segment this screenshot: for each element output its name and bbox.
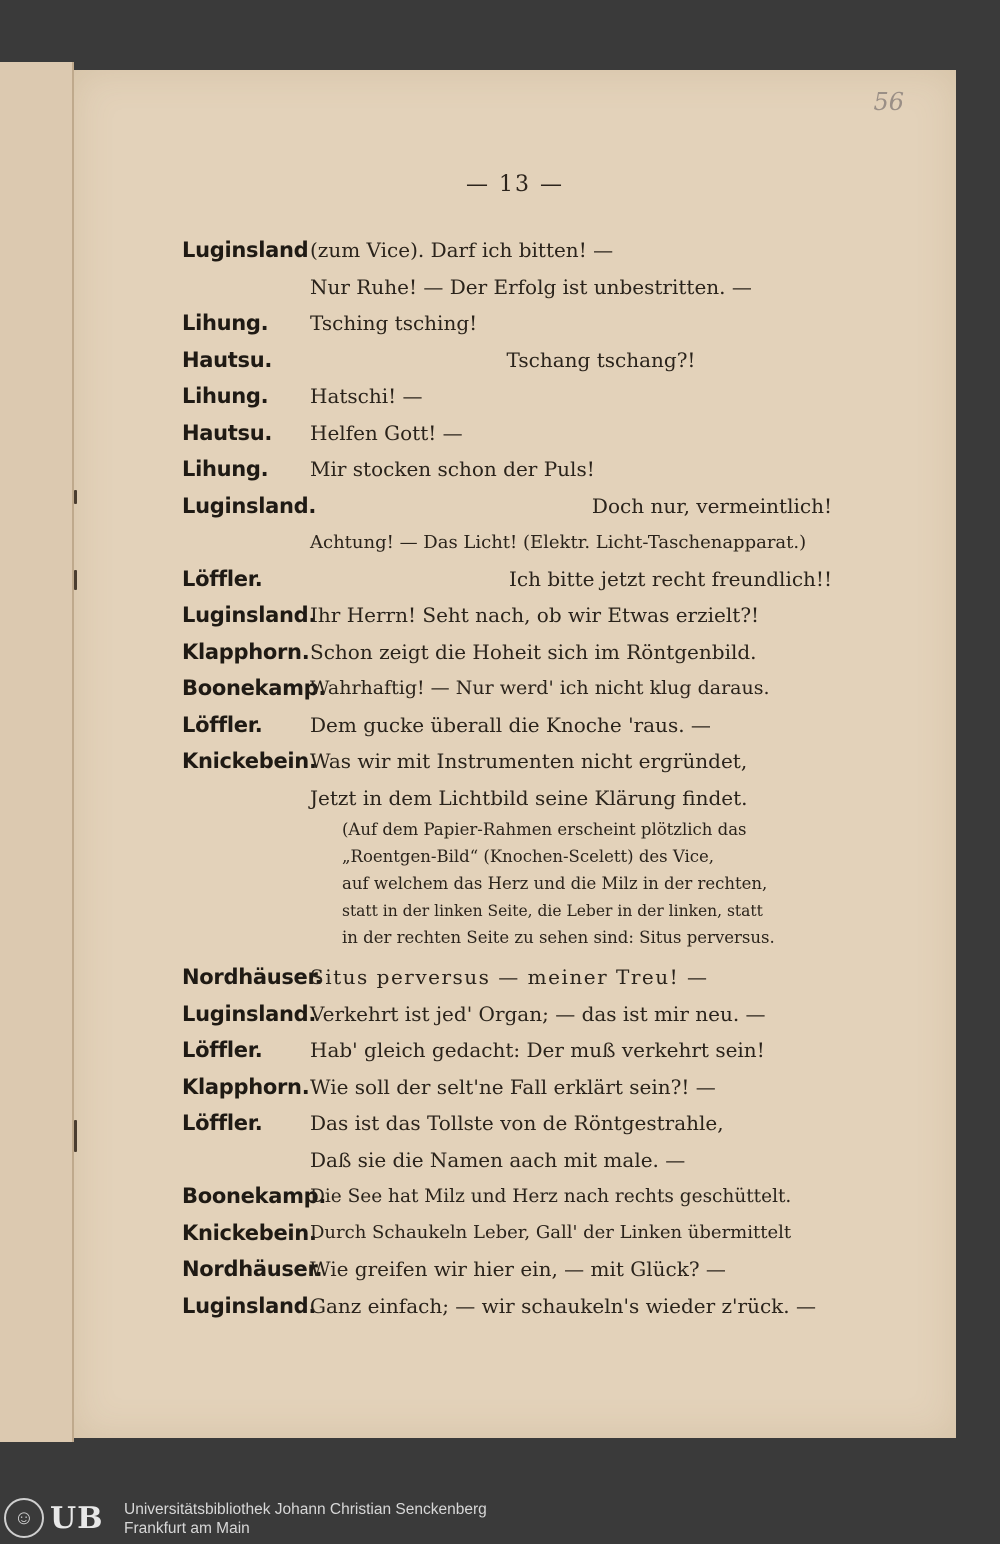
speaker-name: Klapphorn. xyxy=(182,1074,310,1099)
speaker-name: Löffler. xyxy=(182,566,263,591)
line-text: Helfen Gott! — xyxy=(310,420,463,445)
stage-direction xyxy=(182,816,832,951)
line-text: Ich bitte jetzt recht freundlich!! xyxy=(509,566,832,591)
dialogue-line xyxy=(182,670,832,707)
dialogue-line xyxy=(182,996,832,1033)
line-text: Jetzt in dem Lichtbild seine Klärung findet. xyxy=(310,785,748,810)
dialogue-line xyxy=(182,707,832,744)
line-text: Durch Schaukeln Leber, Gall' der Linken übermittelt xyxy=(310,1222,792,1244)
speaker-name: Löffler. xyxy=(182,1111,263,1136)
line-text: Hatschi! — xyxy=(310,384,423,409)
line-text: Tsching tsching! xyxy=(310,311,478,336)
dialogue xyxy=(182,232,832,1324)
dialogue-line xyxy=(182,1032,832,1069)
stage-line xyxy=(342,816,832,843)
dialogue-line xyxy=(182,342,832,379)
dialogue-line xyxy=(182,305,832,342)
speaker-name: Knickebein. xyxy=(182,1220,317,1245)
line-text: Die See hat Milz und Herz nach rechts geschüttelt. xyxy=(310,1185,792,1207)
speaker-name: Lihung. xyxy=(182,384,269,409)
dialogue-line xyxy=(182,597,832,634)
line-text: Wie greifen wir hier ein, — mit Glück? — xyxy=(310,1257,726,1282)
stage-line xyxy=(342,897,832,924)
dialogue-line xyxy=(182,1215,832,1252)
stage-line xyxy=(342,924,832,951)
stage-text: auf welchem das Herz und die Milz in der rechten, xyxy=(342,874,768,893)
margin-mark xyxy=(74,490,77,504)
speaker-name: Löffler. xyxy=(182,1038,263,1063)
speaker-name: Luginsland. xyxy=(182,1293,317,1318)
speaker-name: Luginsland xyxy=(182,238,309,263)
dialogue-line xyxy=(182,269,832,306)
stage-line xyxy=(342,870,832,897)
line-text: Hab' gleich gedacht: Der muß verkehrt sein! xyxy=(310,1038,765,1063)
speaker-name: Boonekamp. xyxy=(182,676,327,701)
speaker-name: Boonekamp. xyxy=(182,1184,327,1209)
stage-text: (Auf dem Papier-Rahmen erscheint plötzlich das xyxy=(342,820,747,839)
library-logo xyxy=(4,1498,116,1538)
speaker-name: Luginsland. xyxy=(182,493,317,518)
page-number: — 13 — xyxy=(466,172,564,197)
footer-text xyxy=(124,1500,487,1538)
line-text: Das ist das Tollste von de Röntgestrahle, xyxy=(310,1111,724,1136)
library-footer xyxy=(0,1494,1000,1544)
footer-line-city: Frankfurt am Main xyxy=(124,1520,250,1537)
stage-text: in der rechten Seite zu sehen sind: Situs perversus. xyxy=(342,928,775,947)
line-text: Wie soll der selt'ne Fall erklärt sein?! — xyxy=(310,1074,716,1099)
pencil-note: 56 xyxy=(873,88,904,116)
dialogue-line xyxy=(182,524,832,561)
dialogue-line xyxy=(182,959,832,996)
line-text: Verkehrt ist jed' Organ; — das ist mir neu. — xyxy=(310,1001,766,1026)
line-text: Mir stocken schon der Puls! xyxy=(310,457,595,482)
line-text: Daß sie die Namen aach mit male. — xyxy=(310,1147,686,1172)
margin-mark xyxy=(74,570,77,590)
dialogue-line xyxy=(182,1288,832,1325)
dialogue-line xyxy=(182,232,832,269)
speaker-name: Klapphorn. xyxy=(182,639,310,664)
line-text: Nur Ruhe! — Der Erfolg ist unbestritten. — xyxy=(310,274,752,299)
speaker-name: Hautsu. xyxy=(182,347,273,372)
line-text: Ihr Herrn! Seht nach, ob wir Etwas erzielt?! xyxy=(310,603,760,628)
line-text: Was wir mit Instrumenten nicht ergründet, xyxy=(310,749,748,774)
line-text: Tschang tschang?! xyxy=(506,347,696,372)
speaker-name: Nordhäuser. xyxy=(182,965,323,990)
line-text: (zum Vice). Darf ich bitten! — xyxy=(310,238,614,263)
stage-text: statt in der linken Seite, die Leber in der linken, statt xyxy=(342,901,763,920)
dialogue-line xyxy=(182,488,832,525)
speaker-name: Luginsland. xyxy=(182,603,317,628)
margin-mark xyxy=(74,1120,77,1152)
speaker-name: Hautsu. xyxy=(182,420,273,445)
dialogue-line xyxy=(182,378,832,415)
dialogue-line xyxy=(182,743,832,780)
dialogue-line xyxy=(182,451,832,488)
dialogue-line xyxy=(182,634,832,671)
line-text: Wahrhaftig! — Nur werd' ich nicht klug daraus. xyxy=(310,677,770,700)
dialogue-line xyxy=(182,1069,832,1106)
portrait-seal-icon: ☺ xyxy=(4,1498,44,1538)
speaker-name: Nordhäuser. xyxy=(182,1257,323,1282)
line-text: Ganz einfach; — wir schaukeln's wieder z'rück. — xyxy=(310,1293,817,1318)
speaker-name: Luginsland. xyxy=(182,1001,317,1026)
line-text: Doch nur, vermeintlich! xyxy=(591,493,832,518)
dialogue-line xyxy=(182,1105,832,1142)
stage-text: „Roentgen-Bild“ (Knochen-Scelett) des Vice, xyxy=(342,847,715,866)
facing-page-edge xyxy=(0,62,74,1442)
speaker-name: Lihung. xyxy=(182,311,269,336)
line-text: Dem gucke überall die Knoche 'raus. — xyxy=(310,712,711,737)
stage-line xyxy=(342,843,832,870)
book-page xyxy=(74,70,956,1438)
speaker-name: Lihung. xyxy=(182,457,269,482)
footer-line-institution: Universitätsbibliothek Johann Christian Senckenberg xyxy=(124,1501,487,1518)
line-text: Achtung! — Das Licht! (Elektr. Licht-Taschenapparat.) xyxy=(310,531,807,553)
dialogue-line xyxy=(182,780,832,817)
dialogue-line xyxy=(182,561,832,598)
line-text: Situs perversus — meiner Treu! — xyxy=(310,965,709,990)
line-text: Schon zeigt die Hoheit sich im Röntgenbild. xyxy=(310,639,757,664)
dialogue-line xyxy=(182,415,832,452)
dialogue-line xyxy=(182,1251,832,1288)
dialogue-line xyxy=(182,1142,832,1179)
speaker-name: Knickebein. xyxy=(182,749,317,774)
speaker-name: Löffler. xyxy=(182,712,263,737)
logo-text: UB xyxy=(50,1500,104,1536)
dialogue-line xyxy=(182,1178,832,1215)
